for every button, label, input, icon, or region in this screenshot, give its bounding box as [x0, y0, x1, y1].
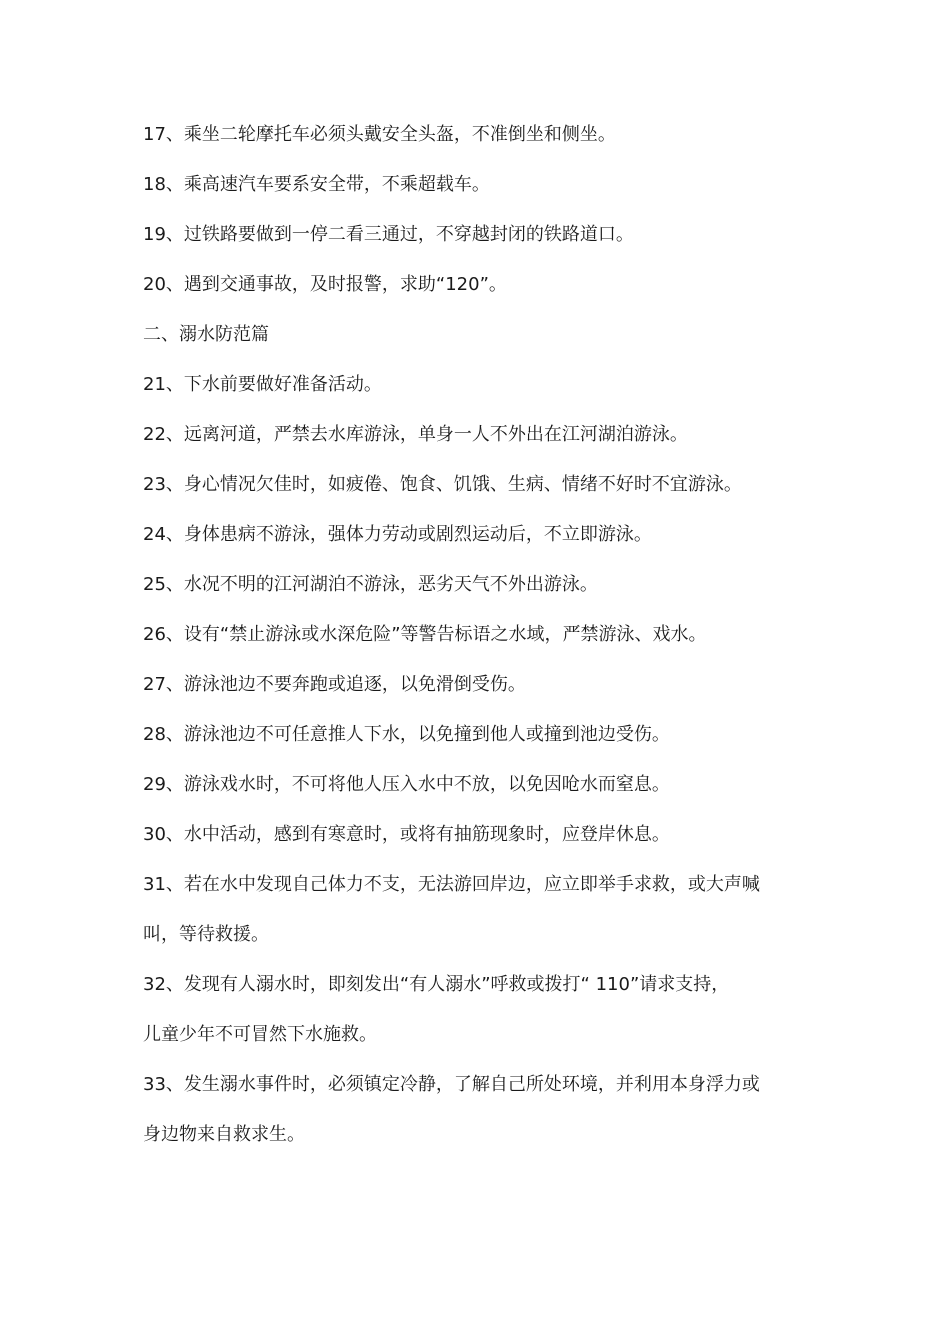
item-21: 21、下水前要做好准备活动。: [143, 374, 382, 395]
item-33-line-2: 身边物来自救求生。: [143, 1124, 305, 1145]
item-22: 22、远离河道，严禁去水库游泳，单身一人不外出在江河湖泊游泳。: [143, 424, 688, 445]
item-31-line-1: 31、若在水中发现自己体力不支，无法游回岸边，应立即举手求救，或大声喊: [143, 874, 760, 895]
section-heading-drowning: 二、溺水防范篇: [143, 324, 269, 345]
item-29: 29、游泳戏水时，不可将他人压入水中不放，以免因呛水而窒息。: [143, 774, 670, 795]
item-30: 30、水中活动，感到有寒意时，或将有抽筋现象时，应登岸休息。: [143, 824, 670, 845]
item-18: 18、乘高速汽车要系安全带，不乘超载车。: [143, 174, 490, 195]
item-25: 25、水况不明的江河湖泊不游泳，恶劣天气不外出游泳。: [143, 574, 598, 595]
item-27: 27、游泳池边不要奔跑或追逐，以免滑倒受伤。: [143, 674, 526, 695]
item-24: 24、身体患病不游泳，强体力劳动或剧烈运动后，不立即游泳。: [143, 524, 652, 545]
item-17: 17、乘坐二轮摩托车必须头戴安全头盔，不准倒坐和侧坐。: [143, 124, 616, 145]
item-19: 19、过铁路要做到一停二看三通过，不穿越封闭的铁路道口。: [143, 224, 634, 245]
item-28: 28、游泳池边不可任意推人下水，以免撞到他人或撞到池边受伤。: [143, 724, 670, 745]
document-body: [143, 110, 808, 1160]
item-20: 20、遇到交通事故，及时报警，求助“120”。: [143, 274, 507, 295]
item-32-line-1: 32、发现有人溺水时，即刻发出“有人溺水”呼救或拨打“ 110”请求支持，: [143, 974, 730, 995]
item-23: 23、身心情况欠佳时，如疲倦、饱食、饥饿、生病、情绪不好时不宜游泳。: [143, 474, 742, 495]
item-31-line-2: 叫，等待救援。: [143, 924, 269, 945]
item-33-line-1: 33、发生溺水事件时，必须镇定冷静，了解自己所处环境，并利用本身浮力或: [143, 1074, 760, 1095]
item-26: 26、设有“禁止游泳或水深危险”等警告标语之水域，严禁游泳、戏水。: [143, 624, 707, 645]
item-32-line-2: 儿童少年不可冒然下水施救。: [143, 1024, 377, 1045]
